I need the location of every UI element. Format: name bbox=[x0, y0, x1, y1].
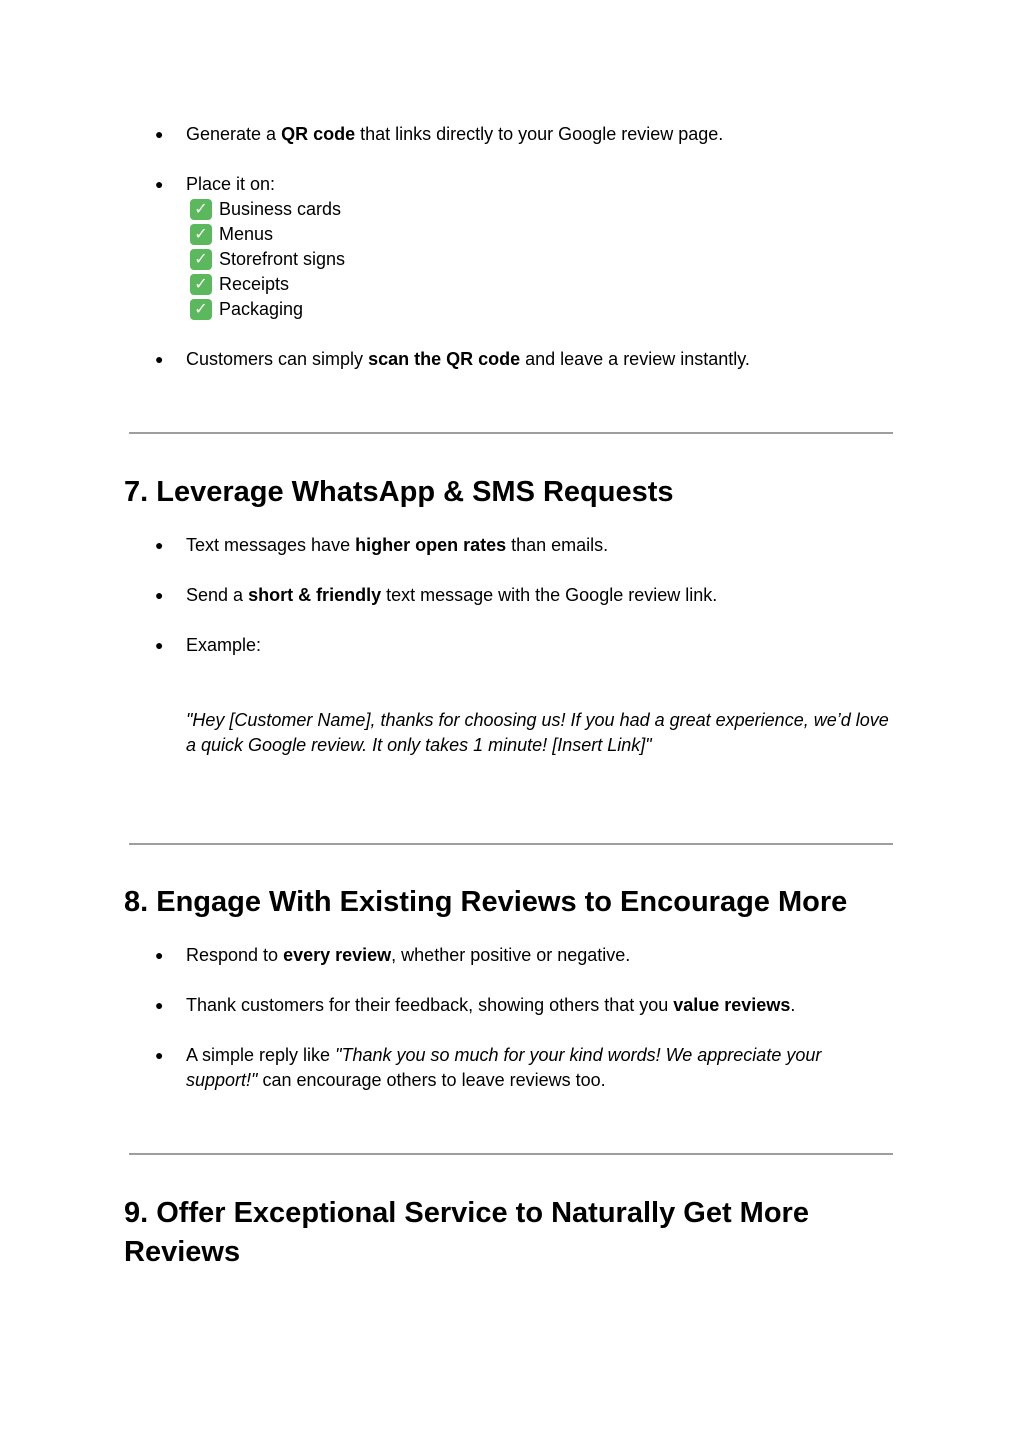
section-divider bbox=[129, 843, 893, 845]
checklist-item-label: Business cards bbox=[219, 199, 342, 219]
list-item-text bbox=[186, 172, 876, 322]
list-item-text bbox=[186, 533, 876, 558]
check-mark-icon: ✓ bbox=[190, 224, 212, 245]
checklist-item bbox=[190, 222, 876, 247]
bold-text: higher open rates bbox=[355, 535, 507, 555]
section-divider bbox=[129, 432, 893, 434]
text-segment: Thank customers for their feedback, showing others that you bbox=[186, 995, 674, 1015]
text-segment: , whether positive or negative. bbox=[391, 945, 631, 965]
text-segment: Generate a bbox=[186, 124, 282, 144]
bold-text: every review bbox=[283, 945, 392, 965]
text-segment: Example: bbox=[186, 635, 262, 655]
text-segment: Send a bbox=[186, 585, 249, 605]
text-segment: and leave a review instantly. bbox=[520, 349, 750, 369]
checklist-item bbox=[190, 247, 876, 272]
checklist-item-label: Receipts bbox=[219, 274, 290, 294]
section-heading: 8. Engage With Existing Reviews to Encourage More bbox=[124, 886, 848, 918]
text-segment: that links directly to your Google review page. bbox=[355, 124, 724, 144]
text-segment: Customers can simply bbox=[186, 349, 369, 369]
checklist-item-label: Packaging bbox=[219, 299, 304, 319]
bullet-icon: ● bbox=[155, 1047, 164, 1063]
bullet-icon: ● bbox=[155, 176, 164, 192]
text-segment: text message with the Google review link. bbox=[381, 585, 718, 605]
list-item-text bbox=[186, 633, 876, 658]
check-mark-icon: ✓ bbox=[190, 274, 212, 295]
checklist-item bbox=[190, 197, 876, 222]
bullet-icon: ● bbox=[155, 997, 164, 1013]
bullet-icon: ● bbox=[155, 637, 164, 653]
bold-text: QR code bbox=[281, 124, 356, 144]
text-segment: Respond to bbox=[186, 945, 284, 965]
check-mark-icon: ✓ bbox=[190, 299, 212, 320]
section-heading: 7. Leverage WhatsApp & SMS Requests bbox=[124, 476, 674, 508]
list-item-label: Place it on: bbox=[186, 174, 276, 194]
text-segment: A simple reply like bbox=[186, 1045, 336, 1065]
checklist-item bbox=[190, 297, 876, 322]
example-quote: "Hey [Customer Name], thanks for choosing us! If you had a great experience, we’d love a quick Google review. It only takes 1 minute! [Insert Link]" bbox=[186, 710, 889, 755]
text-segment: Text messages have bbox=[186, 535, 356, 555]
section-heading: 9. Offer Exceptional Service to Naturally Get More Reviews bbox=[124, 1197, 809, 1268]
bold-text: short & friendly bbox=[248, 585, 382, 605]
check-mark-icon: ✓ bbox=[190, 249, 212, 270]
list-item-text bbox=[186, 943, 876, 968]
checklist-item-label: Menus bbox=[219, 224, 274, 244]
bullet-icon: ● bbox=[155, 351, 164, 367]
list-item-text bbox=[186, 993, 876, 1018]
text-segment: . bbox=[790, 995, 796, 1015]
list-item-text bbox=[186, 347, 876, 372]
bold-text: value reviews bbox=[673, 995, 791, 1015]
bullet-icon: ● bbox=[155, 537, 164, 553]
check-mark-icon: ✓ bbox=[190, 199, 212, 220]
bullet-icon: ● bbox=[155, 947, 164, 963]
list-item-text bbox=[186, 583, 876, 608]
bullet-icon: ● bbox=[155, 587, 164, 603]
italic-text: "Thank you so much for your kind words! We appreciate your support!" bbox=[186, 1045, 822, 1090]
section-divider bbox=[129, 1153, 893, 1155]
list-item-text bbox=[186, 1043, 876, 1093]
bold-text: scan the QR code bbox=[368, 349, 521, 369]
text-segment: than emails. bbox=[506, 535, 609, 555]
checklist-item-label: Storefront signs bbox=[219, 249, 346, 269]
list-item-text bbox=[186, 122, 876, 147]
text-segment: can encourage others to leave reviews too. bbox=[257, 1070, 606, 1090]
bullet-icon: ● bbox=[155, 126, 164, 142]
checklist-item bbox=[190, 272, 876, 297]
